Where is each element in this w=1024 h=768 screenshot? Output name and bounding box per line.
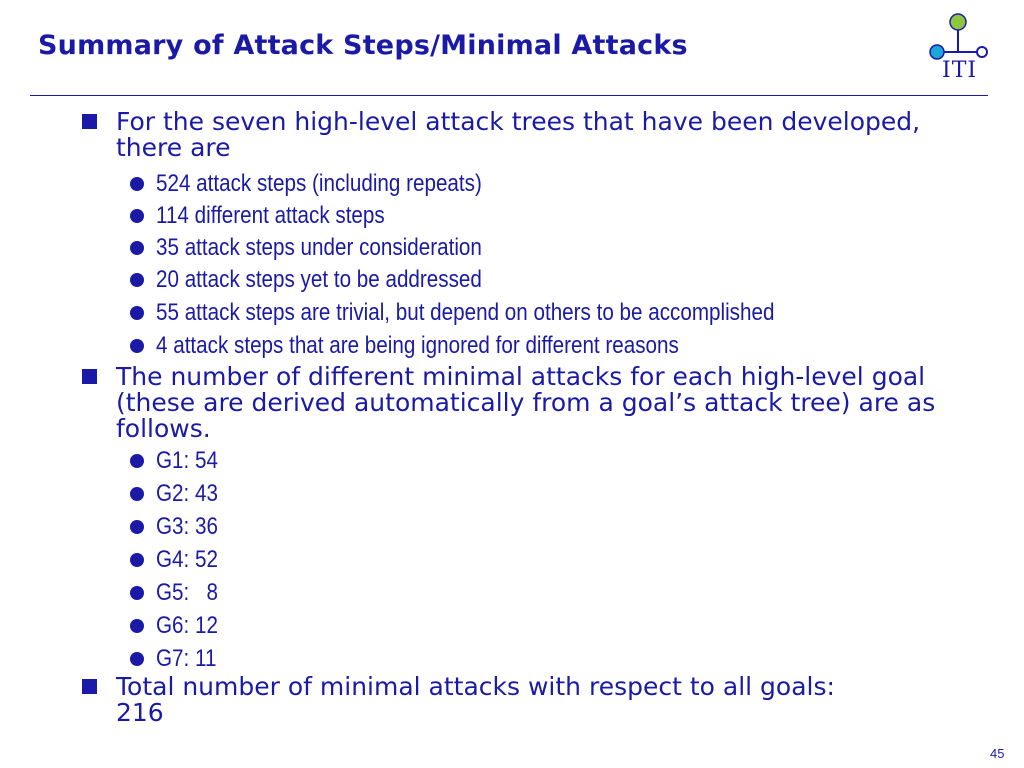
circle-bullet-icon <box>130 241 144 255</box>
circle-bullet-icon <box>130 553 144 567</box>
bullet-1-text: For the seven high-level attack trees that have been developed, there are <box>116 107 921 162</box>
circle-bullet-icon <box>130 177 144 191</box>
circle-bullet-icon <box>130 454 144 468</box>
circle-bullet-icon <box>130 520 144 534</box>
square-bullet-icon <box>82 679 97 694</box>
goal-g4: G4: 52 <box>156 546 218 573</box>
circle-bullet-icon <box>130 339 144 353</box>
goal-g1: G1: 54 <box>156 447 218 474</box>
sub-item-1-2: 114 different attack steps <box>156 202 385 229</box>
goal-g6: G6: 12 <box>156 612 218 639</box>
logo-text: ITI <box>942 58 978 83</box>
goal-g2: G2: 43 <box>156 480 218 507</box>
sub-item-1-6: 4 attack steps that are being ignored for different reasons <box>156 332 679 359</box>
square-bullet-icon <box>82 114 97 129</box>
circle-bullet-icon <box>130 652 144 666</box>
circle-bullet-icon <box>130 306 144 320</box>
circle-bullet-icon <box>130 273 144 287</box>
goal-g5: G5: 8 <box>156 579 218 606</box>
circle-bullet-icon <box>130 586 144 600</box>
circle-bullet-icon <box>130 487 144 501</box>
bullet-3-text: Total number of minimal attacks with respect to all goals: 216 <box>116 672 835 727</box>
circle-bullet-icon <box>130 619 144 633</box>
bullet-2-text: The number of different minimal attacks for each high-level goal (these are derived automatically from a goal’s attack tree) are as follows. <box>116 362 936 443</box>
goal-g7: G7: 11 <box>156 645 217 672</box>
sub-item-1-5: 55 attack steps are trivial, but depend on others to be accomplished <box>156 299 775 326</box>
square-bullet-icon <box>82 369 97 384</box>
sub-item-1-4: 20 attack steps yet to be addressed <box>156 266 482 293</box>
slide-title: Summary of Attack Steps/Minimal Attacks <box>38 30 688 61</box>
sub-item-1-1: 524 attack steps (including repeats) <box>156 170 482 197</box>
circle-bullet-icon <box>130 209 144 223</box>
sub-item-1-3: 35 attack steps under consideration <box>156 234 482 261</box>
page-number: 45 <box>990 746 1005 761</box>
goal-g3: G3: 36 <box>156 513 218 540</box>
